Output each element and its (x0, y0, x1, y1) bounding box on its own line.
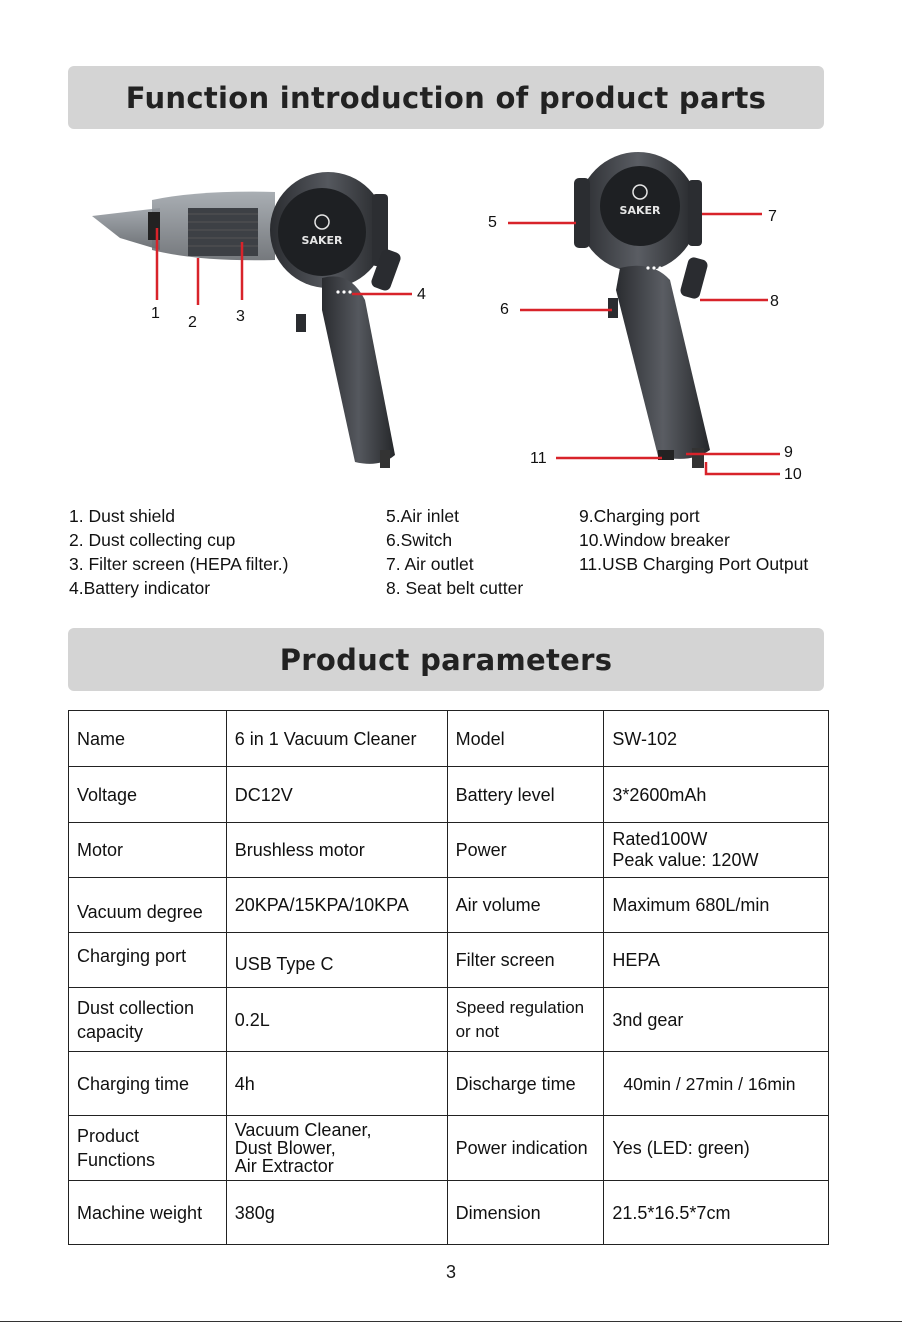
brand-logo-left: SAKER (301, 234, 343, 247)
param-value: 40min / 27min / 16min (604, 1052, 829, 1116)
param-value-line: Air Extractor (234, 1156, 334, 1176)
param-value-line: Peak value: 120W (612, 850, 759, 870)
param-label-line: Functions (77, 1150, 156, 1170)
section-title-parameters: Product parameters (68, 628, 824, 691)
table-row (69, 767, 829, 823)
table-row (69, 933, 829, 988)
param-label: Model (447, 711, 604, 767)
param-value: DC12V (226, 767, 447, 823)
param-label: Filter screen (447, 933, 604, 988)
callout-10: 10 (784, 466, 802, 483)
param-label: Charging time (69, 1052, 227, 1116)
param-label-line: Dust collection (77, 997, 195, 1018)
param-value: Yes (LED: green) (604, 1116, 829, 1181)
table-row (69, 1116, 829, 1181)
param-label: Air volume (447, 878, 604, 933)
callout-2: 2 (188, 314, 197, 331)
product-front-view-figure (480, 150, 840, 490)
param-label: Dimension (447, 1181, 604, 1245)
param-value-line: Rated100W (612, 829, 708, 849)
table-row (69, 1181, 829, 1245)
param-label: Name (69, 711, 227, 767)
param-value: 20KPA/15KPA/10KPA (226, 878, 447, 933)
page-bottom-rule (0, 1321, 902, 1322)
param-label-multiline (447, 988, 604, 1052)
param-label-multiline (69, 1116, 227, 1181)
param-label: Battery level (447, 767, 604, 823)
part-item: 9.Charging port (579, 506, 700, 526)
callout-7: 7 (768, 208, 777, 225)
param-value-multiline (226, 1116, 447, 1181)
part-item: 5.Air inlet (386, 506, 459, 526)
param-label-multiline (69, 988, 227, 1052)
param-label-line: Speed regulation (455, 997, 585, 1017)
part-item: 11.USB Charging Port Output (579, 554, 809, 574)
part-item: 3. Filter screen (HEPA filter.) (69, 554, 289, 574)
param-value: 21.5*16.5*7cm (604, 1181, 829, 1245)
table-row (69, 878, 829, 933)
param-value: 380g (226, 1181, 447, 1245)
param-value: 3nd gear (604, 988, 829, 1052)
part-item: 6.Switch (386, 530, 453, 550)
param-value-line: Dust Blower, (234, 1138, 336, 1158)
callout-1: 1 (151, 305, 160, 322)
parts-list-col-3 (579, 504, 808, 576)
product-side-view-figure (60, 150, 460, 490)
callout-6: 6 (500, 301, 509, 318)
param-label: Machine weight (69, 1181, 227, 1245)
table-row (69, 823, 829, 878)
param-value: HEPA (604, 933, 829, 988)
callout-11: 11 (530, 450, 547, 467)
part-item: 10.Window breaker (579, 530, 730, 550)
callout-5: 5 (488, 214, 497, 231)
parameters-table (68, 710, 829, 1245)
section-title-parts: Function introduction of product parts (68, 66, 824, 129)
part-item: 8. Seat belt cutter (386, 578, 524, 598)
param-label: Discharge time (447, 1052, 604, 1116)
param-label: Charging port (69, 933, 227, 988)
table-row (69, 988, 829, 1052)
param-label: Power indication (447, 1116, 604, 1181)
param-label-line: Product (77, 1126, 140, 1146)
callout-3: 3 (236, 308, 245, 325)
part-item: 1. Dust shield (69, 506, 176, 526)
param-value: 4h (226, 1052, 447, 1116)
param-label: Motor (69, 823, 227, 878)
param-label-line: or not (455, 1021, 500, 1041)
callout-9: 9 (784, 444, 793, 461)
param-value: 0.2L (226, 988, 447, 1052)
parts-list-col-1 (69, 504, 288, 600)
param-value: Maximum 680L/min (604, 878, 829, 933)
param-value: SW-102 (604, 711, 829, 767)
part-item: 7. Air outlet (386, 554, 474, 574)
brand-logo-right: SAKER (619, 204, 661, 217)
vacuum-side-illustration (60, 150, 460, 490)
param-value-line: Vacuum Cleaner, (234, 1120, 372, 1140)
param-value-multiline (604, 823, 829, 878)
param-label: Voltage (69, 767, 227, 823)
param-label: Power (447, 823, 604, 878)
vacuum-front-illustration (480, 150, 840, 490)
param-label-line: capacity (77, 1021, 144, 1042)
param-value: 6 in 1 Vacuum Cleaner (226, 711, 447, 767)
page-number: 3 (445, 1262, 456, 1282)
param-value: USB Type C (226, 933, 447, 988)
param-label: Vacuum degree (69, 878, 227, 933)
parts-list-col-2 (386, 504, 523, 600)
table-row (69, 1052, 829, 1116)
part-item: 4.Battery indicator (69, 578, 211, 598)
callout-4: 4 (417, 286, 426, 303)
part-item: 2. Dust collecting cup (69, 530, 236, 550)
callout-8: 8 (770, 293, 779, 310)
param-value: 3*2600mAh (604, 767, 829, 823)
param-value: Brushless motor (226, 823, 447, 878)
table-row (69, 711, 829, 767)
